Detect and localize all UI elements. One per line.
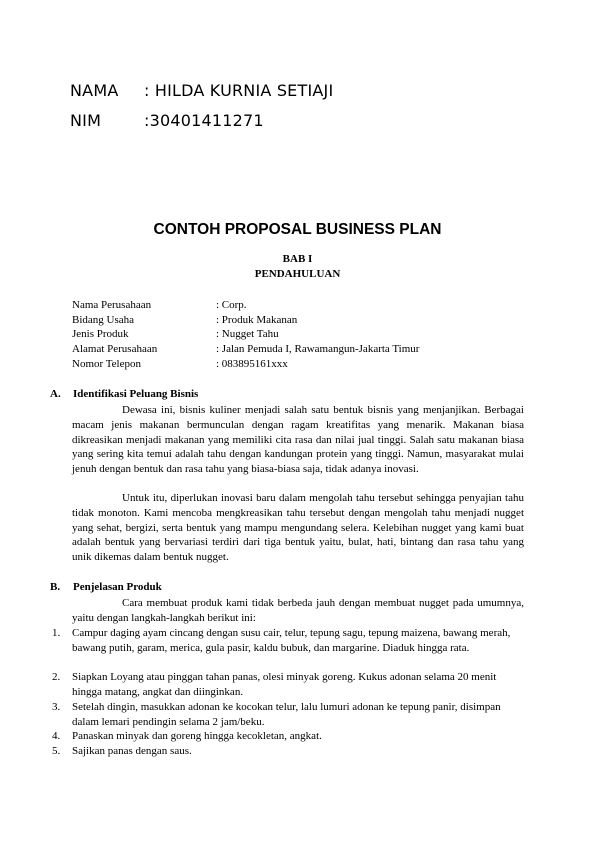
info-row-product-type — [72, 328, 279, 340]
nim-label: NIM — [70, 111, 102, 130]
info-value: : 083895161xxx — [216, 358, 288, 370]
info-row-company-name — [72, 299, 247, 311]
list-number: 3. — [52, 701, 61, 713]
list-item — [52, 744, 512, 759]
list-text: Setelah dingin, masukkan adonan ke kocokan telur, lalu lumuri adonan ke tepung panir, disimpan dalam lemari pendingin selama 2 jam/beku. — [72, 701, 501, 728]
list-text: Sajikan panas dengan saus. — [72, 745, 192, 757]
info-label: Jenis Produk — [72, 328, 129, 340]
list-item — [52, 670, 512, 700]
list-number: 1. — [52, 627, 61, 639]
section-a-paragraph-1: Dewasa ini, bisnis kuliner menjadi salah satu bentuk bisnis yang menjanjikan. Berbagai macam jenis makanan bermunculan dengan ragam kreatifitas yang menarik. Makanan biasa dikreasikan menjadi makanan yang memiliki cita rasa dan nilai jual tinggi. Salah satu makanan biasa yang sering kita temui adalah tahu dengan kandungan protein yang tinggi. Namun, masyarakat mulai jenuh dengan bentuk dan rasa tahu yang biasa-biasa saja, tidak adanya inovasi. — [72, 404, 524, 476]
section-b-intro: Cara membuat produk kami tidak berbeda jauh dengan membuat nugget pada umumnya, yaitu dengan langkah-langkah berikut ini: — [72, 597, 524, 624]
section-title: Identifikasi Peluang Bisnis — [73, 388, 199, 400]
name-value: : HILDA KURNIA SETIAJI — [144, 81, 334, 100]
section-a-paragraph-2: Untuk itu, diperlukan inovasi baru dalam mengolah tahu tersebut sehingga penyajian tahu tidak monoton. Kami mencoba mengkreasikan tahu tersebut dengan mengolah tahu menjadi nugget yang sehat, bergizi, serta bentuk yang mampu mengundang selera. Kelebihan nugget yang kami buat adalah bentuk yang bervariasi terdiri dari tiga bentuk yaitu, bulat, hati, bintang dan rasa tahu yang unik dikemas dalam bentuk nugget. — [72, 492, 524, 564]
info-value: : Jalan Pemuda I, Rawamangun-Jakarta Timur — [216, 343, 420, 355]
document-title: CONTOH PROPOSAL BUSINESS PLAN — [153, 221, 442, 238]
info-value: : Nugget Tahu — [216, 328, 279, 340]
student-name-row — [70, 81, 333, 100]
section-b-heading — [50, 581, 162, 593]
list-number: 4. — [52, 730, 61, 742]
name-label: NAMA — [70, 81, 119, 100]
info-row-business-field — [72, 314, 297, 326]
info-row-phone — [72, 358, 288, 370]
section-title: Penjelasan Produk — [73, 581, 162, 593]
student-nim-row — [70, 111, 264, 130]
chapter-number: BAB I — [282, 253, 313, 265]
chapter-title: PENDAHULUAN — [254, 268, 341, 280]
section-a-heading — [50, 388, 198, 400]
info-row-address — [72, 343, 419, 355]
section-number: B. — [50, 581, 61, 593]
list-item — [52, 626, 512, 656]
list-text: Siapkan Loyang atau pinggan tahan panas, olesi minyak goreng. Kukus adonan selama 20 menit hingga matang, angkat dan diinginkan. — [72, 671, 497, 698]
info-label: Nama Perusahaan — [72, 299, 152, 311]
list-item — [52, 729, 512, 744]
nim-value: :30401411271 — [144, 111, 264, 130]
list-number: 2. — [52, 671, 61, 683]
section-number: A. — [50, 388, 61, 400]
list-number: 5. — [52, 745, 61, 757]
info-label: Alamat Perusahaan — [72, 343, 158, 355]
info-label: Bidang Usaha — [72, 314, 135, 326]
list-text: Panaskan minyak dan goreng hingga kecokletan, angkat. — [72, 730, 322, 742]
list-text: Campur daging ayam cincang dengan susu cair, telur, tepung sagu, tepung maizena, bawang merah, bawang putih, garam, merica, gula pasir, kaldu bubuk, dan margarine. Diaduk hingga rata. — [72, 627, 511, 654]
info-value: : Produk Makanan — [216, 314, 298, 326]
info-label: Nomor Telepon — [72, 358, 141, 370]
info-value: : Corp. — [216, 299, 247, 311]
list-item — [52, 700, 512, 730]
